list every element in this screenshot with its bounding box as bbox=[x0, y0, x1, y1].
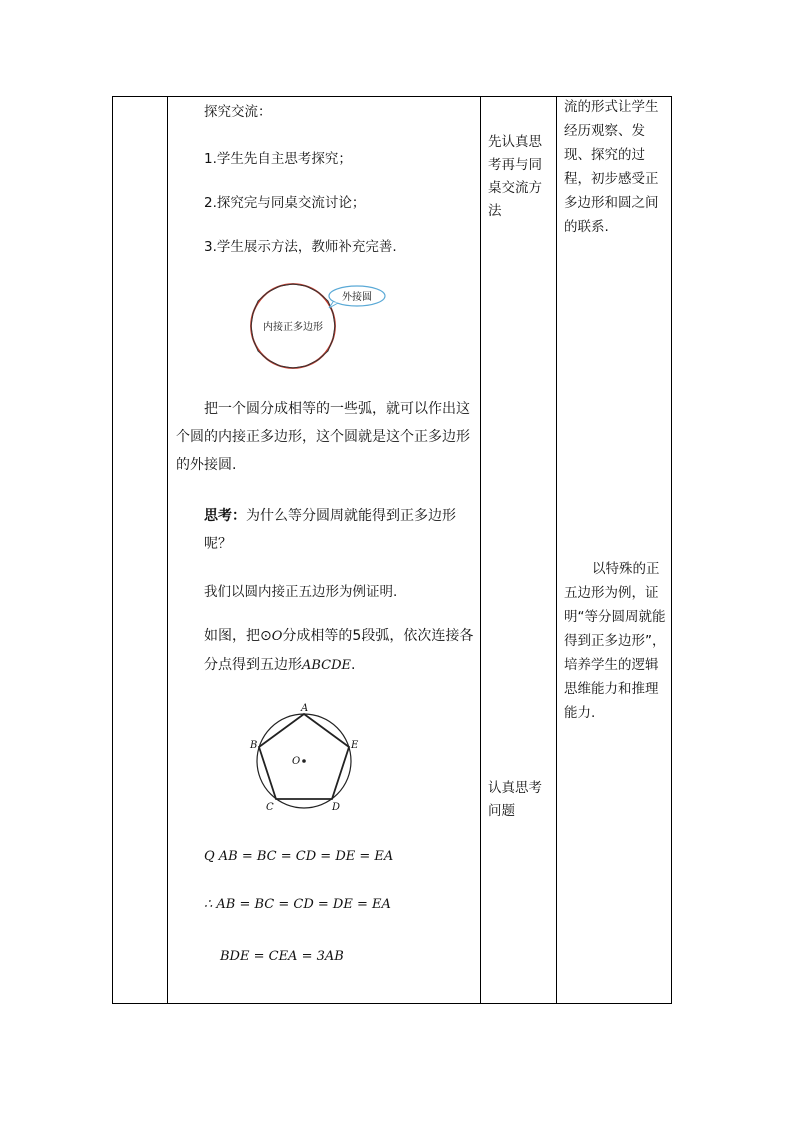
student-activity-1: 先认真思考再与同桌交流方法 bbox=[488, 134, 542, 219]
vertex-b-label: B bbox=[250, 740, 258, 751]
callout-label: 外接圆 bbox=[342, 292, 372, 303]
column-divider-1 bbox=[167, 96, 168, 1004]
paragraph-definition: 把一个圆分成相等的一些弧，就可以作出这个圆的内接正多边形，这个圆就是这个正多边形的外接圆. bbox=[176, 401, 470, 473]
step-1: 1.学生先自主思考探究； bbox=[204, 151, 352, 167]
center-point bbox=[302, 759, 306, 763]
section-heading: 探究交流： bbox=[204, 104, 272, 120]
step-2: 2.探究完与同桌交流讨论； bbox=[204, 195, 366, 211]
column-divider-2 bbox=[480, 96, 481, 1004]
inner-polygon-label: 内接正多边形 bbox=[263, 322, 323, 333]
equation-arc-sum: BDE = CEA = 3AB bbox=[220, 949, 344, 964]
vertex-c-label: C bbox=[266, 802, 274, 813]
step-3: 3.学生展示方法，教师补充完善. bbox=[204, 239, 397, 255]
think-label: 思考： bbox=[204, 508, 246, 524]
paragraph-construction: 如图，把⊙O分成相等的5段弧，依次连接各分点得到五边形ABCDE. bbox=[204, 628, 474, 673]
think-question bbox=[204, 502, 476, 558]
equation-arcs-equal: Q AB = BC = CD = DE = EA bbox=[204, 849, 394, 864]
vertex-e-label: E bbox=[351, 740, 359, 751]
design-intent-1: 流的形式让学生经历观察、发现、探究的过程，初步感受正多边形和圆之间的联系. bbox=[564, 99, 659, 235]
think-text: 为什么等分圆周就能得到正多边形呢？ bbox=[204, 508, 456, 552]
center-label: O bbox=[292, 756, 301, 767]
column-divider-3 bbox=[556, 96, 557, 1004]
vertex-a-label: A bbox=[301, 703, 309, 714]
pentagon-figure bbox=[245, 700, 365, 815]
equation-chords-equal: ∴ AB = BC = CD = DE = EA bbox=[204, 897, 391, 912]
example-line: 我们以圆内接正五边形为例证明. bbox=[204, 584, 398, 600]
student-activity-2: 认真思考问题 bbox=[488, 780, 542, 819]
inscribed-polygon-figure bbox=[245, 278, 395, 378]
design-intent-2: 以特殊的正五边形为例，证明“等分圆周就能得到正多边形”，培养学生的逻辑思维能力和推理能力. bbox=[564, 561, 666, 721]
vertex-d-label: D bbox=[332, 802, 341, 813]
